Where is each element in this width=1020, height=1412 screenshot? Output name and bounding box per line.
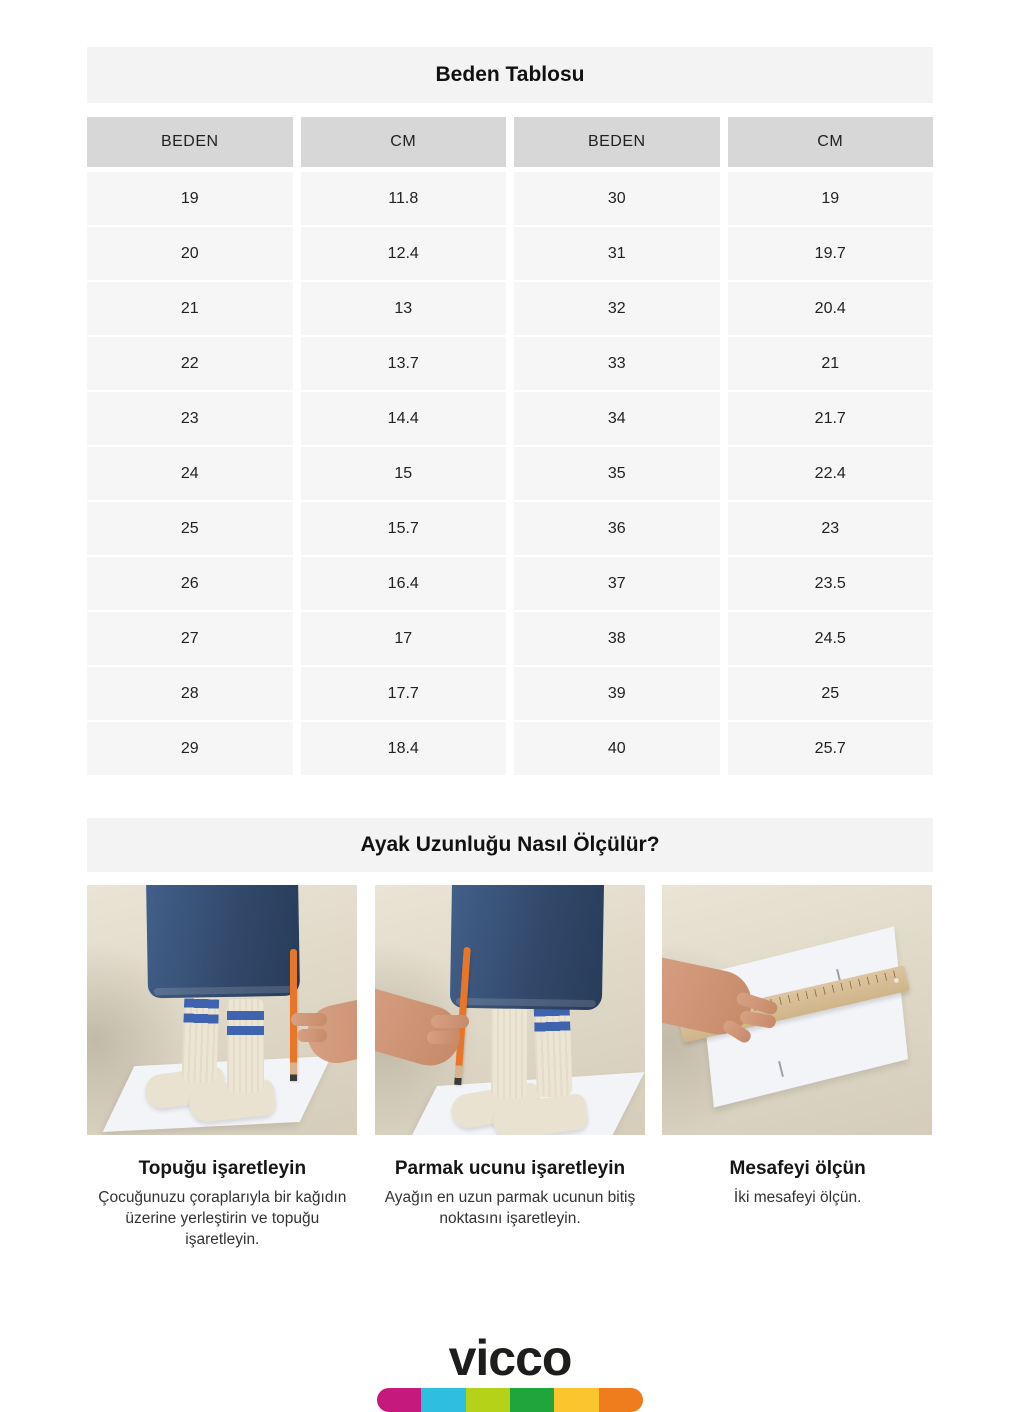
table-cell: 37 [514, 557, 720, 610]
table-cell: 15.7 [301, 502, 507, 555]
table-cell: 25 [87, 502, 293, 555]
table-cell: 25.7 [728, 722, 934, 775]
rainbow-segment [554, 1388, 598, 1412]
measure-steps [87, 885, 933, 1250]
table-cell: 19 [728, 172, 934, 225]
table-cell: 31 [514, 227, 720, 280]
left-sock [491, 1003, 527, 1099]
table-cell: 17 [301, 612, 507, 665]
rainbow-segment [377, 1388, 421, 1412]
table-cell: 18.4 [301, 722, 507, 775]
table-cell: 19 [87, 172, 293, 225]
table-cell: 22 [87, 337, 293, 390]
finger [427, 1031, 457, 1044]
vicco-logo: vicco [448, 1330, 572, 1386]
size-chart-document [87, 47, 933, 1250]
table-cell: 24 [87, 447, 293, 500]
jeans-hem [146, 885, 300, 998]
size-table-body [87, 172, 933, 775]
table-cell: 24.5 [728, 612, 934, 665]
size-table-title: Beden Tablosu [87, 47, 933, 103]
step-description: İki mesafeyi ölçün. [733, 1189, 862, 1206]
jeans-hem [449, 885, 603, 1010]
table-cell: 23 [87, 392, 293, 445]
table-cell: 16.4 [301, 557, 507, 610]
table-cell: 23 [728, 502, 934, 555]
child-feet-on-paper-pencil-at-heel-photo [87, 885, 357, 1135]
finger [431, 1015, 469, 1028]
table-header-cell: CM [301, 117, 507, 167]
table-cell: 27 [87, 612, 293, 665]
table-cell: 11.8 [301, 172, 507, 225]
rainbow-segment [421, 1388, 465, 1412]
table-header-cell: CM [728, 117, 934, 167]
rainbow-segment [599, 1388, 643, 1412]
table-cell: 36 [514, 502, 720, 555]
child-feet-on-paper-pencil-at-toe-photo [375, 885, 645, 1135]
table-cell: 14.4 [301, 392, 507, 445]
table-cell: 23.5 [728, 557, 934, 610]
right-sock [533, 994, 573, 1097]
table-header-cell: BEDEN [87, 117, 293, 167]
table-cell: 20.4 [728, 282, 934, 335]
measure-step-distance [662, 885, 933, 1250]
step-description: Ayağın en uzun parmak ucunun bitiş noktasını işaretleyin. [384, 1189, 636, 1227]
table-cell: 28 [87, 667, 293, 720]
table-cell: 12.4 [301, 227, 507, 280]
left-sock [181, 986, 219, 1083]
rainbow-bar [377, 1388, 643, 1412]
step-title: Parmak ucunu işaretleyin [394, 1158, 626, 1179]
step-title: Topuğu işaretleyin [138, 1158, 307, 1179]
table-cell: 19.7 [728, 227, 934, 280]
table-cell: 26 [87, 557, 293, 610]
right-sock [227, 999, 264, 1093]
table-cell: 21.7 [728, 392, 934, 445]
rainbow-segment [466, 1388, 510, 1412]
finger [297, 1029, 327, 1042]
table-cell: 20 [87, 227, 293, 280]
table-cell: 29 [87, 722, 293, 775]
size-table-header-row [87, 117, 933, 167]
table-cell: 40 [514, 722, 720, 775]
finger [291, 1013, 327, 1026]
table-cell: 13.7 [301, 337, 507, 390]
table-cell: 33 [514, 337, 720, 390]
measure-section-title: Ayak Uzunluğu Nasıl Ölçülür? [87, 818, 933, 872]
table-cell: 25 [728, 667, 934, 720]
table-cell: 39 [514, 667, 720, 720]
table-cell: 35 [514, 447, 720, 500]
table-cell: 32 [514, 282, 720, 335]
table-cell: 38 [514, 612, 720, 665]
table-cell: 34 [514, 392, 720, 445]
measure-step-heel [87, 885, 358, 1250]
table-cell: 30 [514, 172, 720, 225]
table-cell: 13 [301, 282, 507, 335]
table-cell: 17.7 [301, 667, 507, 720]
table-cell: 15 [301, 447, 507, 500]
step-title: Mesafeyi ölçün [729, 1158, 866, 1179]
step-description: Çocuğunuzu çoraplarıyla bir kağıdın üzerine yerleştirin ve topuğu işaretleyin. [98, 1189, 347, 1248]
measure-step-toe [375, 885, 646, 1250]
table-cell: 21 [87, 282, 293, 335]
table-header-cell: BEDEN [514, 117, 720, 167]
hand-with-ruler-on-paper-photo [662, 885, 932, 1135]
table-cell: 22.4 [728, 447, 934, 500]
table-cell: 21 [728, 337, 934, 390]
rainbow-segment [510, 1388, 554, 1412]
